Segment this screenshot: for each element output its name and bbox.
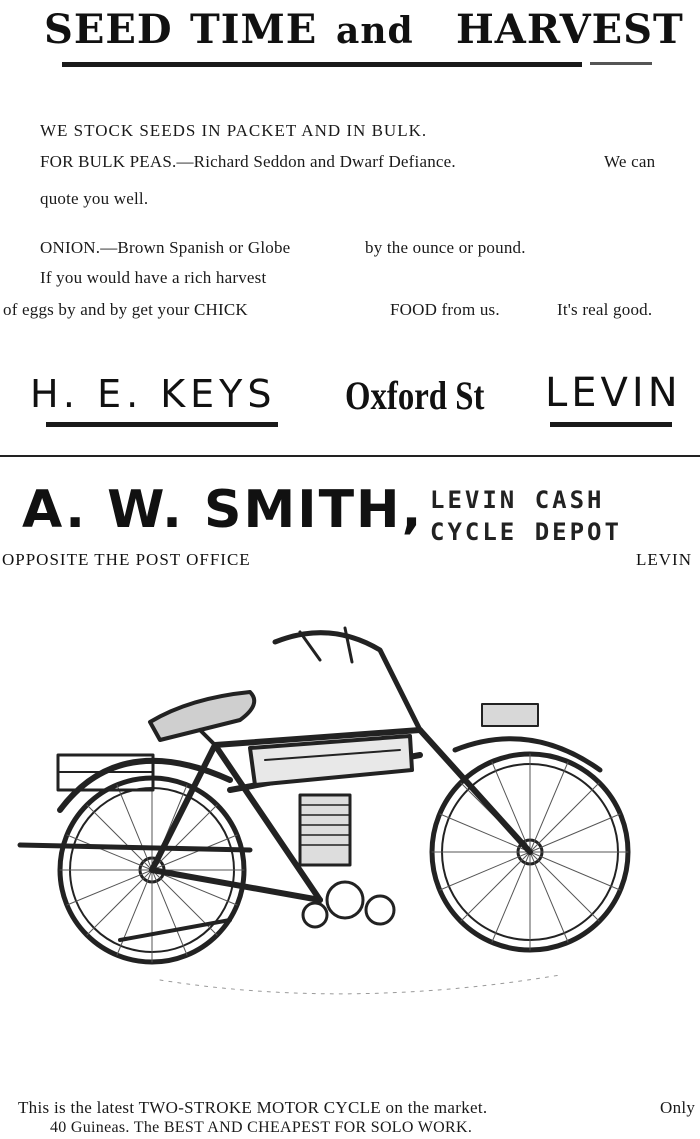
engine [300,795,394,927]
motorcycle-illustration [0,580,700,1070]
ad1-line-stock: WE STOCK SEEDS IN PACKET AND IN BULK. [40,121,428,140]
ad-divider [0,455,700,457]
ad1-line-good: It's real good. [557,300,653,319]
ad1-headline [0,6,700,62]
headline-word-and: and [336,10,414,52]
signature-town-underline [550,422,672,427]
ad2-name: A. W. SMITH, [22,480,424,540]
headline-underline [62,62,582,67]
ad1-signature-street: Oxford St [345,373,485,418]
ad1-line-harvest: If you would have a rich harvest [40,268,267,287]
ad2-caption-only: Only [660,1098,696,1117]
ad1-line-eggs: of eggs by and by get your CHICK [3,300,248,319]
ad2-town: LEVIN [636,550,692,569]
ad1-line-onion: ONION.—Brown Spanish or Globe [40,238,291,257]
headline-word-seed: SEED [44,6,173,53]
headline-word-harvest: HARVEST [456,6,684,53]
headline-underline-tail [590,62,652,65]
ad2-opposite: OPPOSITE THE POST OFFICE [2,550,251,569]
ad1-line-peas-end: We can [604,152,656,171]
signature-name-underline [46,422,278,427]
ad2-depot-line2: CYCLE DEPOT [430,518,622,546]
ad2-depot-line1: LEVIN CASH [430,486,605,514]
ad2-caption-line1: This is the latest TWO-STROKE MOTOR CYCLE on the market. [18,1098,488,1117]
ad1-signature-name: H. E. KEYS [30,372,277,416]
ad1-line-quote: quote you well. [40,189,149,208]
ad1-line-food: FOOD from us. [390,300,500,319]
headline-word-time: TIME [190,6,318,53]
ad1-signature-town: LEVIN [545,370,682,416]
ad1-line-onion-end: by the ounce or pound. [365,238,526,257]
ad2-caption-line2: 40 Guineas. The BEST AND CHEAPEST FOR SOLO WORK. [50,1119,473,1136]
ad1-line-peas: FOR BULK PEAS.—Richard Seddon and Dwarf Defiance. [40,152,456,171]
